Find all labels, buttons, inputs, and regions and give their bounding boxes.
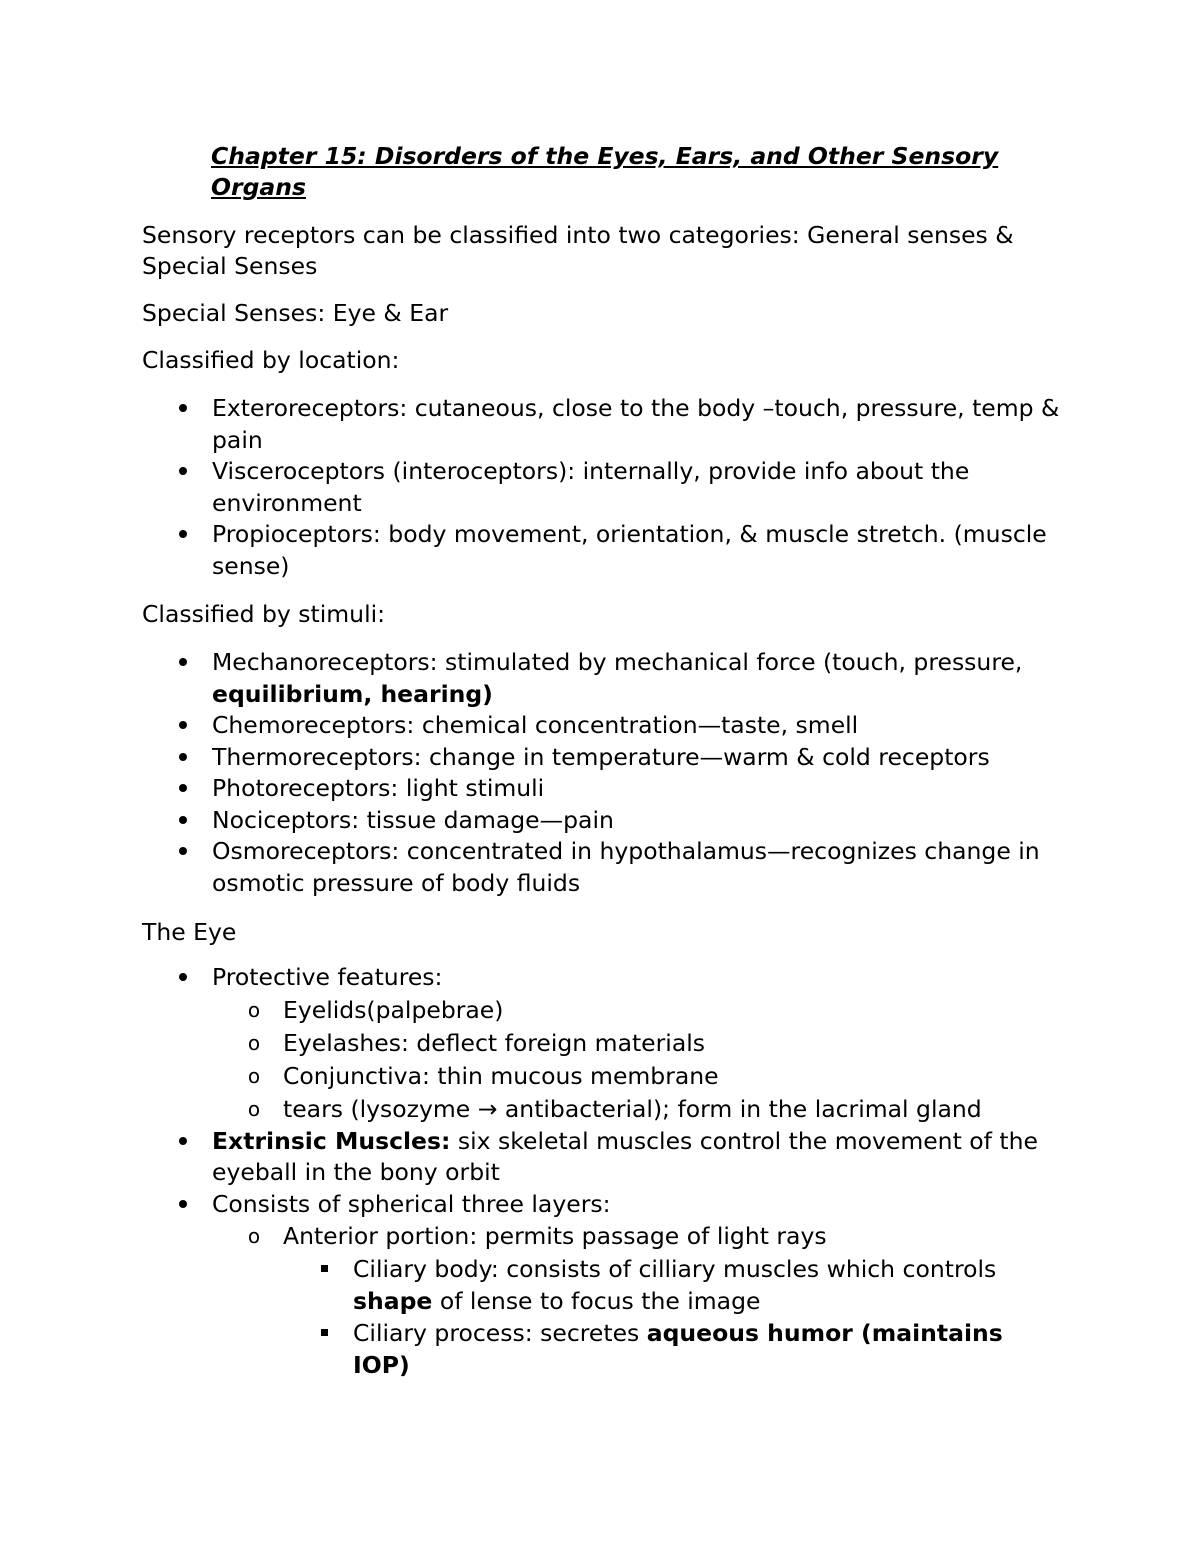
list-item-text: Chemoreceptors: chemical concentration—taste, smell xyxy=(212,711,859,739)
list-item-text: Photoreceptors: light stimuli xyxy=(212,774,545,802)
sub-list-item-text: Eyelashes: deflect foreign materials xyxy=(283,1028,706,1057)
eye-heading: The Eye xyxy=(142,918,237,946)
page-title: Chapter 15: Disorders of the Eyes, Ears, and Other Sensory Organs xyxy=(211,142,999,201)
sub-sub-list-item-bold-text: aqueous humor (maintains IOP) xyxy=(353,1319,1003,1379)
bullet-icon xyxy=(173,710,193,742)
list-item-text: Mechanoreceptors: stimulated by mechanical force (touch, pressure, xyxy=(212,648,1023,676)
sub-sub-list-item-text: Ciliary process: secretes xyxy=(353,1319,647,1347)
list-item xyxy=(0,393,1072,456)
circle-bullet-icon: o xyxy=(247,1030,261,1055)
sub-list-item xyxy=(0,1220,1073,1253)
list-item-bold-text: equilibrium, hearing) xyxy=(212,679,493,708)
square-bullet-icon xyxy=(314,1317,334,1349)
bullet-icon xyxy=(173,742,193,774)
circle-bullet-icon: o xyxy=(247,997,261,1022)
list-item-text: Nociceptors: tissue damage—pain xyxy=(212,805,614,834)
list-item xyxy=(0,742,1072,774)
list-item-text: Protective features: xyxy=(212,963,443,991)
sub-sub-list-item xyxy=(0,1253,1033,1317)
sub-sub-list-item-text: Ciliary body: consists of cilliary muscles which controls xyxy=(353,1255,997,1283)
bullet-icon xyxy=(173,1189,193,1221)
sub-list-item xyxy=(0,994,1073,1027)
sub-list-item-text: Anterior portion: permits passage of light rays xyxy=(283,1222,827,1250)
bullet-icon xyxy=(173,962,193,994)
square-bullet-icon xyxy=(314,1253,334,1285)
location-heading: Classified by location: xyxy=(142,346,400,374)
list-item-text: Thermoreceptors: change in temperature—warm & cold receptors xyxy=(212,742,990,771)
sub-list-item-text: Conjunctiva: thin mucous membrane xyxy=(283,1061,719,1090)
list-item xyxy=(0,773,1072,805)
stimuli-list xyxy=(0,647,1200,899)
special-senses-line: Special Senses: Eye & Ear xyxy=(142,299,449,327)
bullet-icon xyxy=(173,647,193,679)
list-item xyxy=(0,836,1072,899)
sub-sub-list-item-bold-text: shape xyxy=(353,1287,433,1315)
list-item xyxy=(0,1189,1072,1221)
list-item xyxy=(0,647,1072,710)
list-item-text: Consists of spherical three layers: xyxy=(212,1189,611,1218)
bullet-icon xyxy=(173,519,193,551)
circle-bullet-icon: o xyxy=(247,1063,261,1088)
list-item-text: Visceroceptors (interoceptors): internally, provide info about the environment xyxy=(212,457,970,517)
bullet-icon xyxy=(173,393,193,425)
bullet-icon xyxy=(173,805,193,837)
sub-sub-list-item xyxy=(0,1317,1033,1381)
list-item xyxy=(0,1126,1072,1189)
bullet-icon xyxy=(173,773,193,805)
stimuli-heading: Classified by stimuli: xyxy=(142,600,386,628)
list-item-text: Exteroreceptors: cutaneous, close to the body –touch, pressure, temp & pain xyxy=(212,394,1060,454)
eye-list xyxy=(0,962,1200,1381)
list-item xyxy=(0,456,1072,519)
sub-list-item xyxy=(0,1027,1073,1060)
list-item xyxy=(0,805,1072,837)
list-item xyxy=(0,962,1072,994)
sub-list-item xyxy=(0,1093,1073,1126)
list-item xyxy=(0,710,1072,742)
bullet-icon xyxy=(173,1126,193,1158)
circle-bullet-icon: o xyxy=(247,1224,261,1248)
list-item xyxy=(0,519,1072,582)
list-item-bold-text: Extrinsic Muscles: xyxy=(212,1126,451,1155)
intro-paragraph: Sensory receptors can be classified into two categories: General senses & Special Senses xyxy=(142,221,1014,280)
bullet-icon xyxy=(173,456,193,488)
list-item-text: six skeletal muscles control the movement of the eyeball in the bony orbit xyxy=(212,1126,1038,1186)
sub-list-item-text: Eyelids(palpebrae) xyxy=(283,995,504,1024)
bullet-icon xyxy=(173,836,193,868)
sub-list-item xyxy=(0,1060,1073,1093)
sub-sub-list-item-text: of lense to focus the image xyxy=(432,1287,761,1315)
location-list xyxy=(0,393,1200,582)
list-item-text: Osmoreceptors: concentrated in hypothalamus—recognizes change in osmotic pressure of body fluids xyxy=(212,837,1040,897)
circle-bullet-icon: o xyxy=(247,1096,261,1121)
sub-list-item-text: tears (lysozyme → antibacterial); form in the lacrimal gland xyxy=(283,1094,982,1123)
list-item-text: Propioceptors: body movement, orientation, & muscle stretch. (muscle sense) xyxy=(212,520,1047,580)
